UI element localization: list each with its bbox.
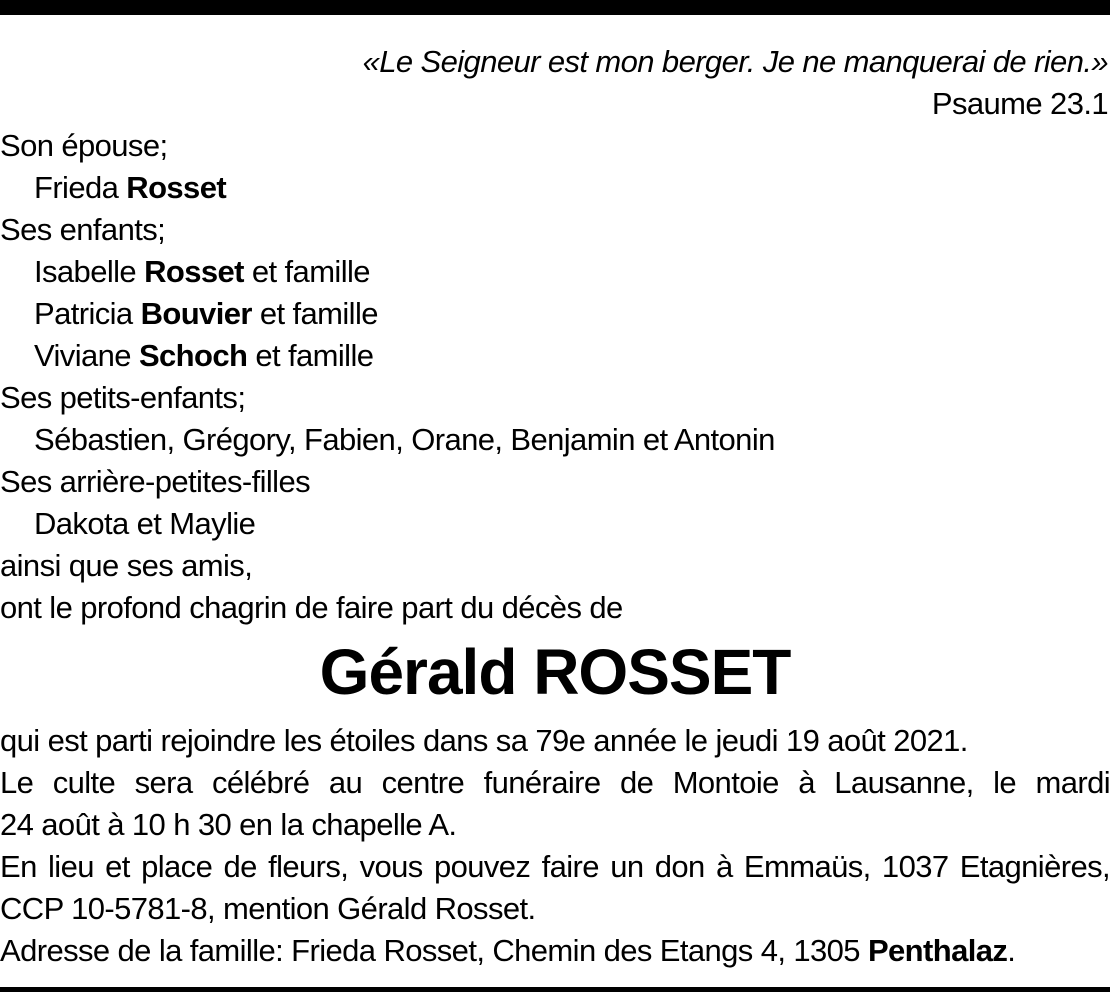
announcement-line: ont le profond chagrin de faire part du décès de (0, 590, 623, 625)
spouse-name (34, 167, 226, 209)
service-line-2: 24 août à 10 h 30 en la chapelle A. (0, 807, 457, 842)
top-rule (0, 0, 1110, 15)
great-grandchildren-names: Dakota et Maylie (34, 506, 256, 541)
friends-line: ainsi que ses amis, (0, 548, 253, 583)
passing-line: qui est parti rejoindre les étoiles dans sa 79e année le jeudi 19 août 2021. (0, 723, 968, 758)
bible-reference: Psaume 23.1 (931, 86, 1108, 121)
bible-quote: «Le Seigneur est mon berger. Je ne manquerai de rien.» (362, 44, 1108, 79)
spouse-last-name: Rosset (126, 170, 227, 205)
bottom-rule (0, 987, 1110, 992)
family-address: Adresse de la famille: Frieda Rosset, Chemin des Etangs 4, 1305 Penthalaz. (0, 933, 1016, 968)
spouse-first-name: Frieda (34, 170, 119, 205)
address-text: Adresse de la famille: Frieda Rosset, Chemin des Etangs 4, 1305 (0, 933, 868, 968)
grandchildren-names: Sébastien, Grégory, Fabien, Orane, Benjamin et Antonin (34, 422, 775, 457)
deceased-name: Gérald ROSSET (319, 636, 791, 708)
child-entry: Patricia Bouvier et famille (34, 296, 378, 331)
grandchildren-label: Ses petits-enfants; (0, 380, 246, 415)
spouse-label: Son épouse; (0, 128, 168, 163)
service-line-1: Le culte sera célébré au centre funéraire de Montoie à Lausanne, le mardi (0, 765, 1110, 800)
child-entry: Isabelle Rosset et famille (34, 254, 370, 289)
children-label: Ses enfants; (0, 212, 166, 247)
donation-line-1: En lieu et place de fleurs, vous pouvez faire un don à Emmaüs, 1037 Etagnières, (0, 849, 1110, 884)
address-town: Penthalaz (867, 933, 1008, 968)
donation-line-2: CCP 10-5781-8, mention Gérald Rosset. (0, 891, 536, 926)
great-grandchildren-label: Ses arrière-petites-filles (0, 464, 311, 499)
child-entry: Viviane Schoch et famille (34, 338, 374, 373)
